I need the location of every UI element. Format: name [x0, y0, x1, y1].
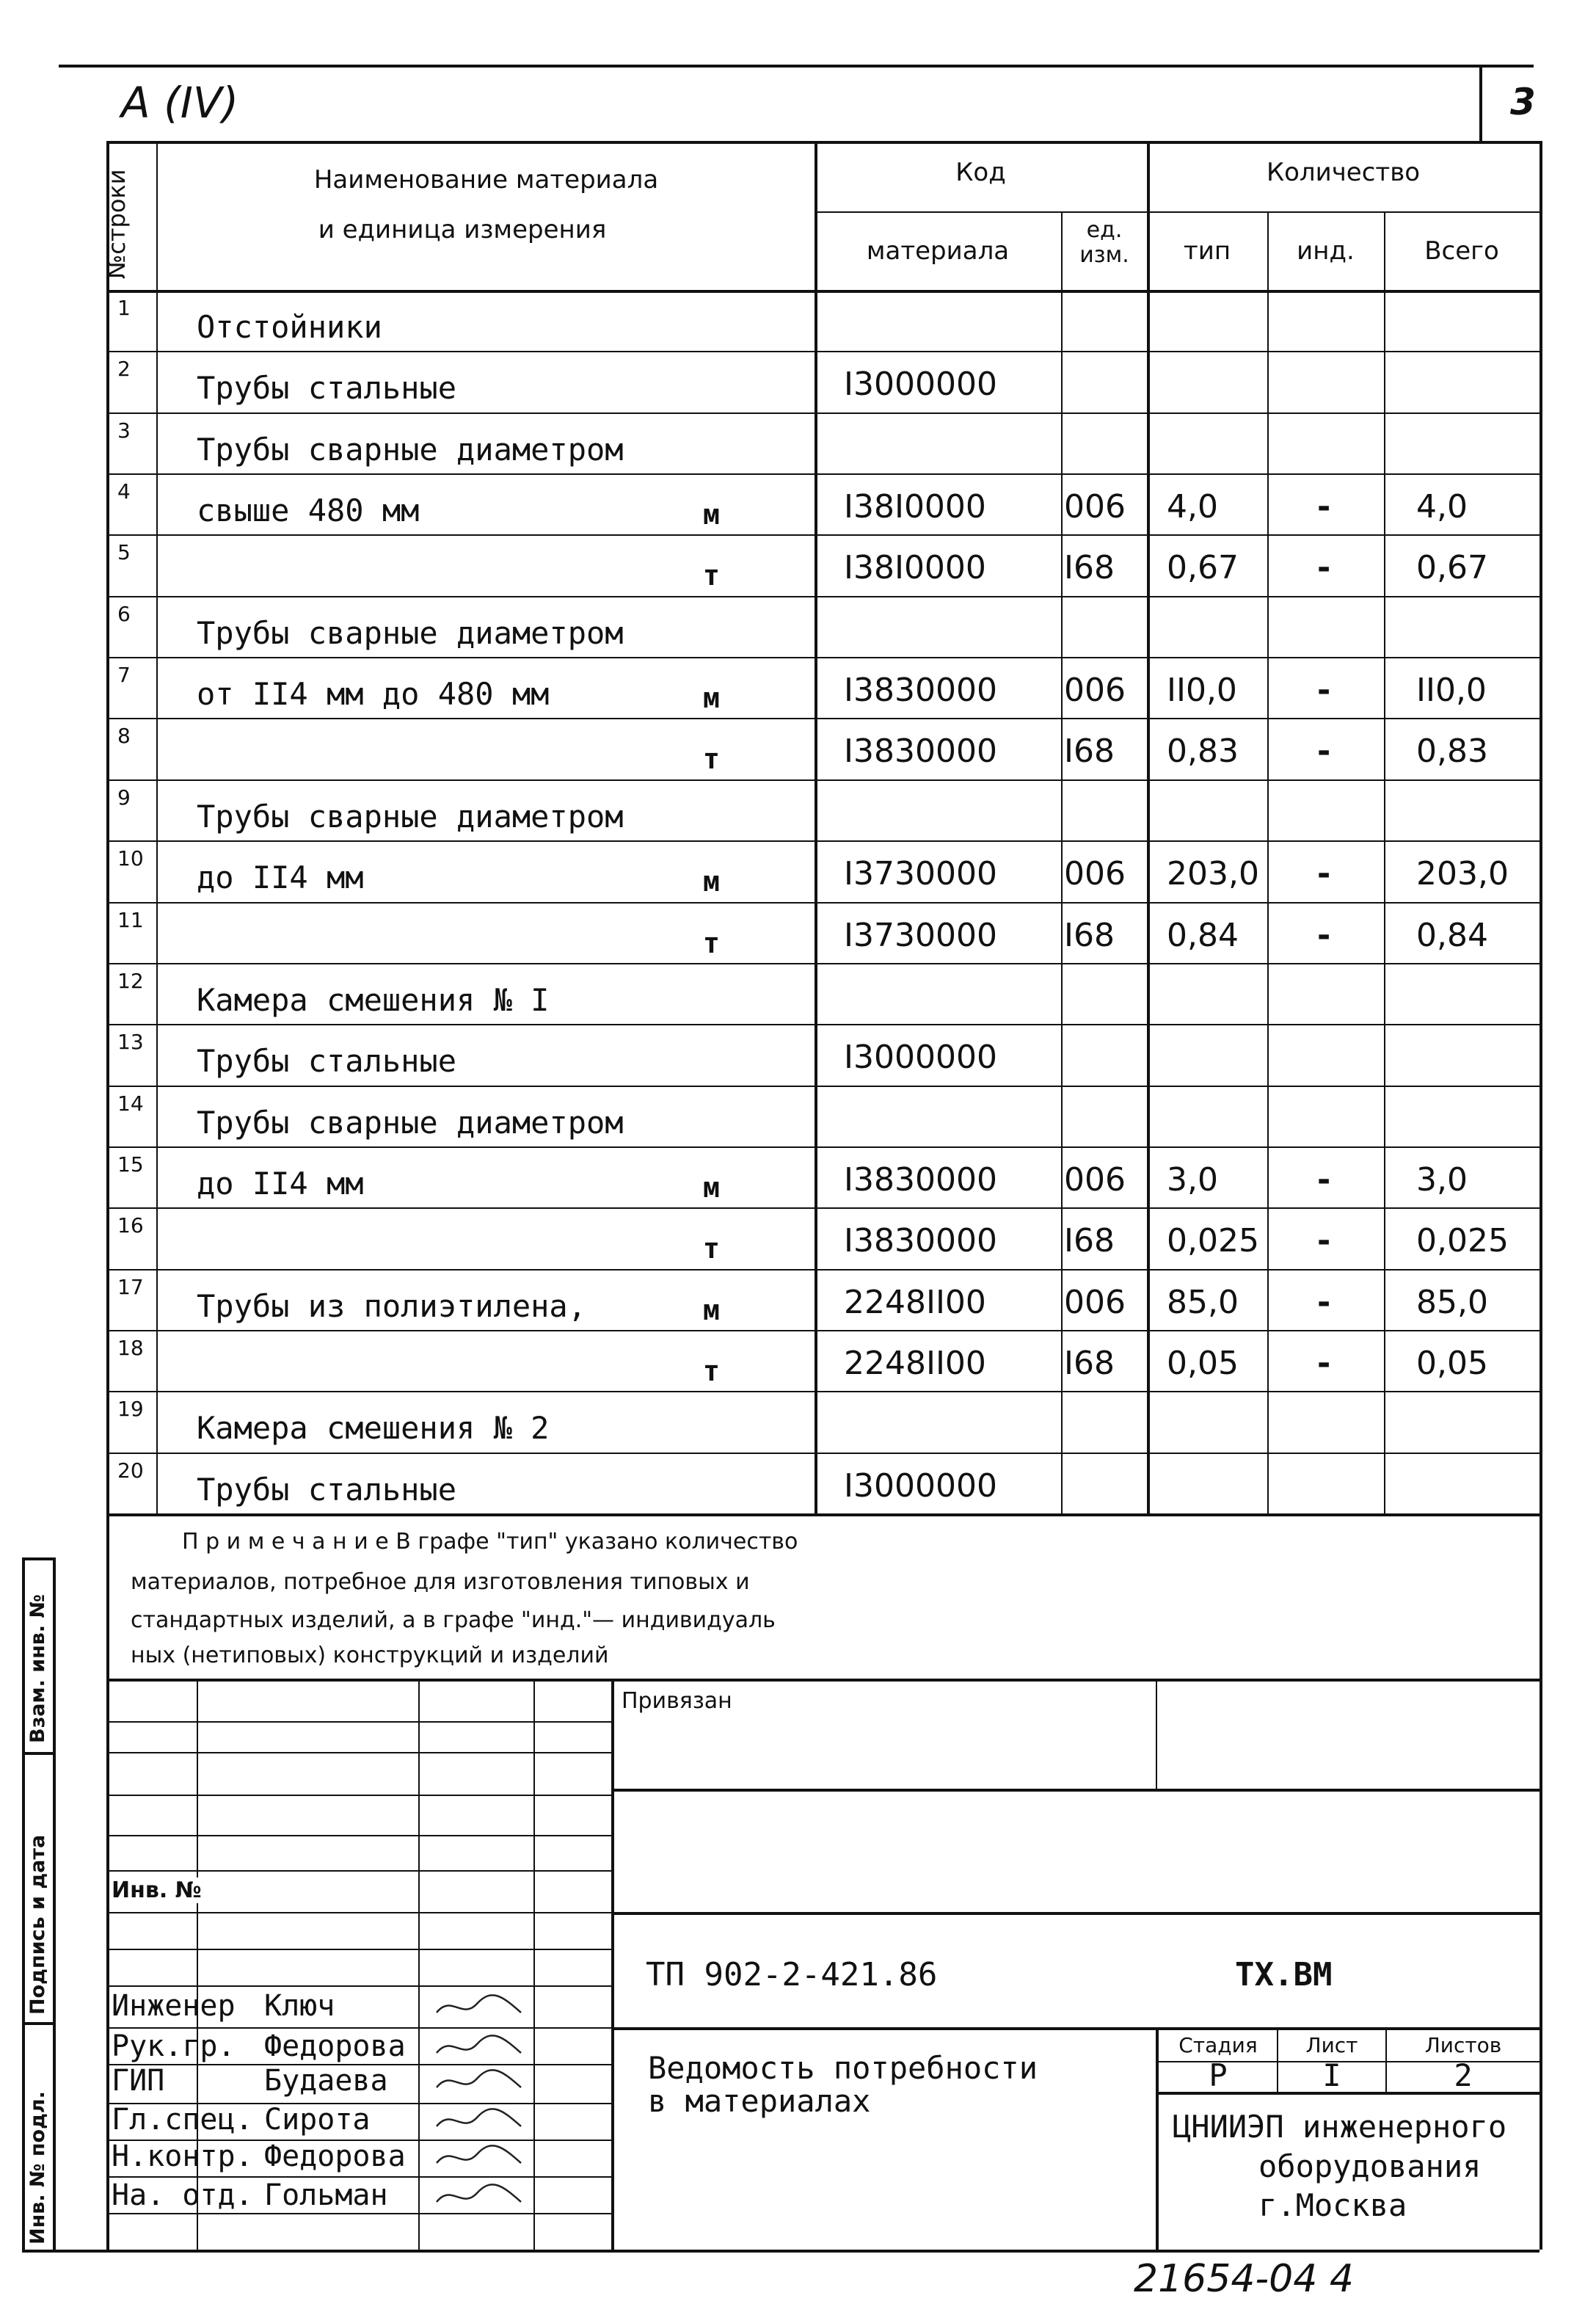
row-code: 2248II00 [844, 1283, 986, 1321]
signature-grid-line [106, 1912, 611, 1913]
row-number: 2 [117, 357, 131, 382]
row-qty-type: II0,0 [1167, 672, 1237, 710]
row-number: 20 [117, 1458, 144, 1483]
row-unit: т [703, 926, 720, 959]
row-name: Трубы стальные [197, 370, 457, 407]
page-number-box-left [1479, 65, 1482, 141]
row-name: до II4 мм [197, 859, 364, 896]
header-name-line1: Наименование материала [313, 165, 659, 195]
row-code: I3730000 [844, 916, 997, 954]
row-separator [106, 657, 1539, 658]
header-bottom-line [106, 290, 1539, 293]
row-number: 6 [117, 601, 131, 626]
row-separator [106, 1453, 1539, 1454]
staff-name: Гольман [264, 2178, 388, 2212]
staff-name: Федорова [264, 2029, 406, 2063]
row-qty-total: 0,05 [1416, 1344, 1488, 1382]
side-label-podpis: Подпись и дата [26, 1834, 49, 2015]
doc-code-bottom-line [611, 2027, 1539, 2030]
row-separator [106, 351, 1539, 352]
row-separator [106, 902, 1539, 904]
inv-no-label: Инв. № [112, 1877, 202, 1903]
row-unit-code: I68 [1064, 1344, 1115, 1382]
row-number: 5 [117, 540, 131, 565]
staff-name: Федорова [264, 2140, 406, 2173]
row-name: Трубы сварные диаметром [197, 1104, 624, 1141]
titleblock-divider [611, 1679, 614, 2250]
row-qty-ind: - [1317, 549, 1331, 587]
note-line-2: материалов, потребное для изготовления типовых и [131, 1569, 750, 1595]
row-separator [106, 1086, 1539, 1087]
row-number: 8 [117, 724, 131, 749]
row-qty-total: 0,025 [1416, 1222, 1509, 1260]
row-code: I3830000 [844, 672, 997, 710]
row-name: Камера смешения № 2 [197, 1410, 550, 1447]
header-quantity: Количество [1266, 158, 1421, 187]
grid-col-2 [418, 1679, 420, 2250]
sheets-value: 2 [1454, 2057, 1473, 2093]
row-unit: м [703, 865, 720, 898]
row-separator [106, 779, 1539, 781]
row-unit-code: 006 [1064, 1160, 1126, 1199]
row-qty-type: 0,025 [1167, 1222, 1259, 1260]
row-unit-code: 006 [1064, 855, 1126, 893]
table-right-line [1539, 141, 1542, 2250]
row-separator [106, 1024, 1539, 1025]
row-number: 13 [117, 1030, 144, 1055]
row-code: I3730000 [844, 855, 997, 893]
row-code: I38I0000 [844, 488, 986, 526]
row-qty-total: 0,83 [1416, 733, 1488, 771]
staff-role: На. отд. [112, 2178, 253, 2212]
grid-col-3 [533, 1679, 535, 2250]
row-unit: м [703, 1171, 720, 1204]
signature-grid-line [106, 1721, 611, 1723]
row-qty-ind: - [1317, 672, 1331, 710]
row-qty-ind: - [1317, 733, 1331, 771]
row-code: 2248II00 [844, 1344, 986, 1382]
row-code: I3830000 [844, 733, 997, 771]
header-qty-ind: инд. [1297, 236, 1355, 266]
signature-grid-line [106, 2213, 611, 2214]
staff-signature [433, 2065, 528, 2103]
org-line1: ЦНИИЭП инженерного [1173, 2109, 1507, 2145]
col-line-rownum [156, 141, 158, 1513]
frame-bottom-line [22, 2250, 1539, 2253]
row-qty-type: 0,83 [1167, 733, 1239, 771]
row-number: 3 [117, 418, 131, 443]
row-unit: м [703, 498, 720, 531]
header-code-unit: ед. изм. [1079, 217, 1129, 268]
signature-grid-line [106, 1870, 611, 1872]
row-qty-type: 4,0 [1167, 488, 1218, 526]
row-name: Трубы сварные диаметром [197, 614, 624, 651]
side-strip-top [22, 1557, 53, 1560]
row-name: свыше 480 мм [197, 492, 420, 529]
row-number: 7 [117, 663, 131, 688]
row-separator [106, 1391, 1539, 1392]
row-unit: т [703, 1354, 720, 1387]
staff-role: ГИП [112, 2064, 165, 2098]
row-code: I3830000 [844, 1160, 997, 1199]
staff-signature [433, 2141, 528, 2178]
row-qty-total: II0,0 [1416, 672, 1487, 710]
row-code: I3000000 [844, 366, 997, 404]
row-separator [106, 473, 1539, 475]
row-qty-total: 0,84 [1416, 916, 1488, 954]
row-unit: т [703, 1232, 720, 1265]
header-name-line2: и единица измерения [318, 215, 607, 244]
side-label-inv-podl: Инв. № подл. [26, 2091, 49, 2244]
row-name: Трубы из полиэтилена, [197, 1287, 587, 1324]
row-name: Отстойники [197, 309, 382, 345]
row-qty-ind: - [1317, 1283, 1331, 1321]
signature-grid-line [106, 2176, 611, 2178]
staff-role: Рук.гр. [112, 2029, 236, 2063]
signature-grid-line [106, 2027, 611, 2029]
row-separator [106, 1269, 1539, 1270]
privyazan-label: Привязан [622, 1688, 732, 1714]
row-separator [106, 1207, 1539, 1209]
row-qty-ind: - [1317, 916, 1331, 954]
row-name: Трубы стальные [197, 1043, 457, 1080]
org-line3: г.Москва [1258, 2187, 1407, 2223]
staff-name: Будаева [264, 2064, 388, 2098]
row-qty-ind: - [1317, 1160, 1331, 1199]
row-qty-ind: - [1317, 488, 1331, 526]
row-name: Трубы сварные диаметром [197, 431, 624, 468]
row-unit-code: 006 [1064, 488, 1126, 526]
staff-signature [433, 2180, 528, 2217]
row-separator [106, 596, 1539, 597]
header-qty-total: Всего [1424, 236, 1499, 266]
privyazan-bottom-line [611, 1789, 1539, 1792]
side-strip-outer [22, 1557, 25, 2250]
row-number: 11 [117, 907, 144, 932]
row-unit: т [703, 559, 720, 592]
row-unit-code: 006 [1064, 1283, 1126, 1321]
row-number: 1 [117, 296, 131, 320]
doc-title-line1: Ведомость потребности [648, 2050, 1038, 2086]
row-name: Камера смешения № I [197, 981, 550, 1018]
row-code: I3830000 [844, 1222, 997, 1260]
row-number: 10 [117, 846, 144, 871]
doc-title-line2: в материалах [648, 2083, 871, 2119]
titleblock-top-line [106, 1679, 1539, 1682]
row-separator [106, 1146, 1539, 1148]
staff-signature [433, 2104, 528, 2142]
side-strip-div1 [22, 1752, 53, 1755]
signature-grid-line [106, 1949, 611, 1950]
row-unit: м [703, 1293, 720, 1326]
row-separator [106, 840, 1539, 842]
doc-code-top-line [611, 1912, 1539, 1915]
note-line-1: П р и м е ч а н и е В графе "тип" указано количество [182, 1529, 798, 1555]
col-line-code [815, 141, 817, 1513]
side-strip-div2 [22, 2022, 53, 2025]
header-mid-line [815, 211, 1539, 213]
row-qty-type: 85,0 [1167, 1283, 1239, 1321]
signature-grid-line [106, 1752, 611, 1753]
note-top-line [106, 1513, 1539, 1516]
row-number: 19 [117, 1397, 144, 1422]
staff-signature [433, 2031, 528, 2068]
row-separator [106, 1330, 1539, 1331]
row-code: I3000000 [844, 1039, 997, 1077]
note-line-3: стандартных изделий, а в графе "инд."— индивидуаль [131, 1607, 776, 1633]
row-number: 16 [117, 1213, 144, 1238]
stage-label: Стадия [1178, 2033, 1258, 2057]
header-qty-type: тип [1183, 236, 1231, 266]
row-unit: т [703, 743, 720, 776]
row-qty-type: 0,05 [1167, 1344, 1239, 1382]
doc-code: ТП 902-2-421.86 [646, 1956, 938, 1993]
row-name: Трубы сварные диаметром [197, 798, 624, 835]
staff-role: Инженер [112, 1989, 236, 2023]
col-line-qty [1147, 141, 1150, 1513]
row-qty-total: 203,0 [1416, 855, 1509, 893]
header-code-material: материала [866, 236, 1010, 266]
frame-top-line [59, 65, 1534, 68]
row-qty-total: 3,0 [1416, 1160, 1468, 1199]
row-unit: м [703, 682, 720, 715]
row-qty-ind: - [1317, 855, 1331, 893]
row-number: 15 [117, 1152, 144, 1177]
page-number: 3 [1510, 81, 1536, 123]
sheets-label: Листов [1424, 2033, 1502, 2057]
row-code: I38I0000 [844, 549, 986, 587]
row-qty-total: 85,0 [1416, 1283, 1488, 1321]
row-name: до II4 мм [197, 1165, 364, 1202]
header-code: Код [955, 158, 1006, 187]
table-top-line [106, 141, 1539, 144]
staff-role: Гл.спец. [112, 2103, 253, 2137]
row-number: 17 [117, 1274, 144, 1299]
row-separator [106, 963, 1539, 964]
row-qty-ind: - [1317, 1222, 1331, 1260]
corner-label: А (IV) [121, 78, 239, 128]
row-number: 18 [117, 1335, 144, 1360]
row-code: I3000000 [844, 1466, 997, 1505]
signature-grid-line [106, 1795, 611, 1796]
row-qty-type: 203,0 [1167, 855, 1259, 893]
col-line-ind [1267, 211, 1269, 1513]
header-row-no: №строки [103, 169, 131, 279]
side-strip-inner [53, 1557, 56, 2250]
row-name: от II4 мм до 480 мм [197, 676, 550, 713]
staff-role: Н.контр. [112, 2140, 253, 2173]
col-line-unit [1061, 211, 1063, 1513]
row-number: 9 [117, 785, 131, 810]
note-line-4: ных (нетиповых) конструкций и изделий [131, 1643, 609, 1668]
sheet-label: Лист [1305, 2033, 1358, 2057]
bottom-number: 21654-04 4 [1134, 2257, 1354, 2301]
row-unit-code: I68 [1064, 1222, 1115, 1260]
row-unit-code: I68 [1064, 549, 1115, 587]
org-line2: оборудования [1258, 2148, 1482, 2184]
signature-grid-line [106, 1985, 611, 1987]
staff-name: Сирота [264, 2103, 371, 2137]
row-qty-type: 0,67 [1167, 549, 1239, 587]
row-number: 4 [117, 479, 131, 504]
signature-grid-line [106, 1835, 611, 1836]
table-left-line [106, 141, 109, 2250]
row-unit-code: 006 [1064, 672, 1126, 710]
row-number: 12 [117, 968, 144, 993]
row-separator [106, 412, 1539, 414]
row-qty-ind: - [1317, 1344, 1331, 1382]
row-separator [106, 718, 1539, 719]
side-label-vzam: Взам. инв. № [26, 1593, 49, 1743]
row-qty-type: 0,84 [1167, 916, 1239, 954]
privyazan-right-divider [1156, 1679, 1157, 1789]
row-name: Трубы стальные [197, 1471, 457, 1508]
row-qty-type: 3,0 [1167, 1160, 1218, 1199]
row-unit-code: I68 [1064, 733, 1115, 771]
sheet-value: I [1322, 2057, 1341, 2093]
row-unit-code: I68 [1064, 916, 1115, 954]
staff-name: Ключ [264, 1989, 335, 2023]
row-qty-total: 4,0 [1416, 488, 1468, 526]
row-separator [106, 534, 1539, 536]
col-line-total [1384, 211, 1385, 1513]
sheet-code: ТХ.ВМ [1235, 1956, 1333, 1993]
row-qty-total: 0,67 [1416, 549, 1488, 587]
stage-value: Р [1209, 2057, 1228, 2093]
staff-signature [433, 1991, 528, 2028]
row-number: 14 [117, 1091, 144, 1116]
